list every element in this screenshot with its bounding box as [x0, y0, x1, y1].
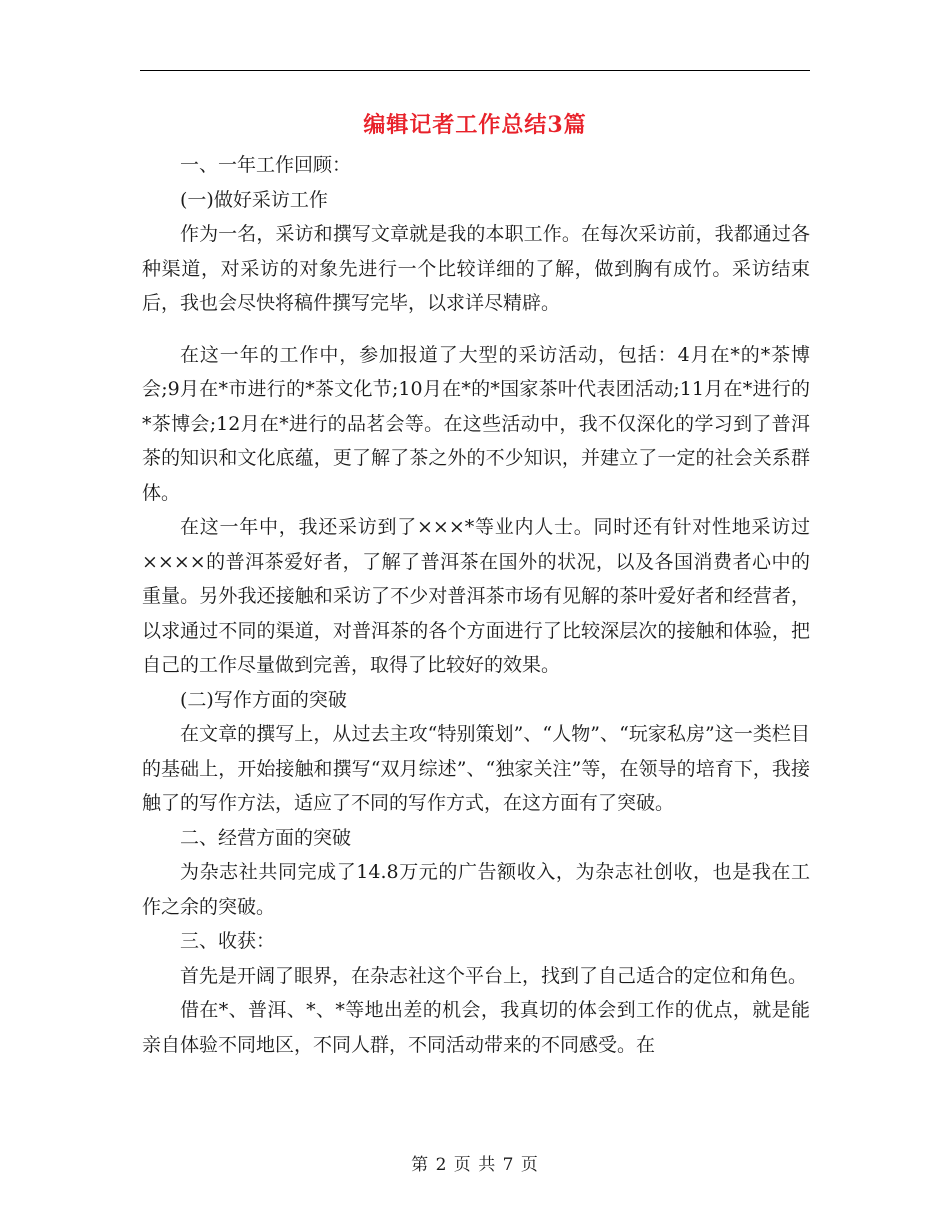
- subheading-writing: (二)写作方面的突破: [180, 688, 347, 711]
- document-title: 编辑记者工作总结3篇: [363, 112, 587, 138]
- page-footer: 第 2 页 共 7 页: [411, 1155, 539, 1175]
- paragraph-interviewees: 在这一年中，我还采访到了×××*等业内人士。同时还有针对性地采访过××××的普洱茶爱好者，了解了普洱茶在国外的状况，以及各国消费者心中的重量。另外我还接触和采访了不少对普洱茶市场有见解的茶叶爱好者和经营者，以求通过不同的渠道，对普洱茶的各个方面进行了比较深层次的接触和体验，把自己的工作尽量做到完善，取得了比较好的效果。: [142, 516, 810, 676]
- paragraph-events: 在这一年的工作中，参加报道了大型的采访活动，包括：4月在*的*茶博会;9月在*市进行的*茶文化节;10月在*的*国家茶叶代表团活动;11月在*进行的*茶博会;12月在*进行的品茗会等。在这些活动中，我不仅深化的学习到了普洱茶的知识和文化底蕴，更了解了茶之外的不少知识，并建立了一定的社会关系群体。: [142, 343, 810, 504]
- header-rule: [140, 70, 810, 71]
- paragraph-business: 为杂志社共同完成了14.8万元的广告额收入，为杂志社创收，也是我在工作之余的突破。: [142, 861, 810, 918]
- paragraph-gains-travel: 借在*、普洱、*、*等地出差的机会，我真切的体会到工作的优点，就是能亲自体验不同地区，不同人群，不同活动带来的不同感受。在: [142, 999, 810, 1056]
- heading-year-review: 一、一年工作回顾：: [180, 154, 352, 176]
- paragraph-interview-duty: 作为一名，采访和撰写文章就是我的本职工作。在每次采访前，我都通过各种渠道，对采访的对象先进行一个比较详细的了解，做到胸有成竹。采访结束后，我也会尽快将稿件撰写完毕，以求详尽精辟。: [142, 223, 810, 314]
- document-body: [142, 148, 810, 1062]
- paragraph-writing: 在文章的撰写上，从过去主攻“特别策划”、“人物”、“玩家私房”这一类栏目的基础上，开始接触和撰写“双月综述”、“独家关注”等，在领导的培育下，我接触了的写作方法，适应了不同的写作方式，在这方面有了突破。: [142, 723, 810, 814]
- heading-business: 二、经营方面的突破: [180, 826, 352, 849]
- paragraph-gains-vision: 首先是开阔了眼界，在杂志社这个平台上，找到了自己适合的定位和角色。: [180, 964, 808, 987]
- heading-gains: 三、收获：: [180, 930, 276, 952]
- subheading-interview-work: (一)做好采访工作: [180, 188, 328, 211]
